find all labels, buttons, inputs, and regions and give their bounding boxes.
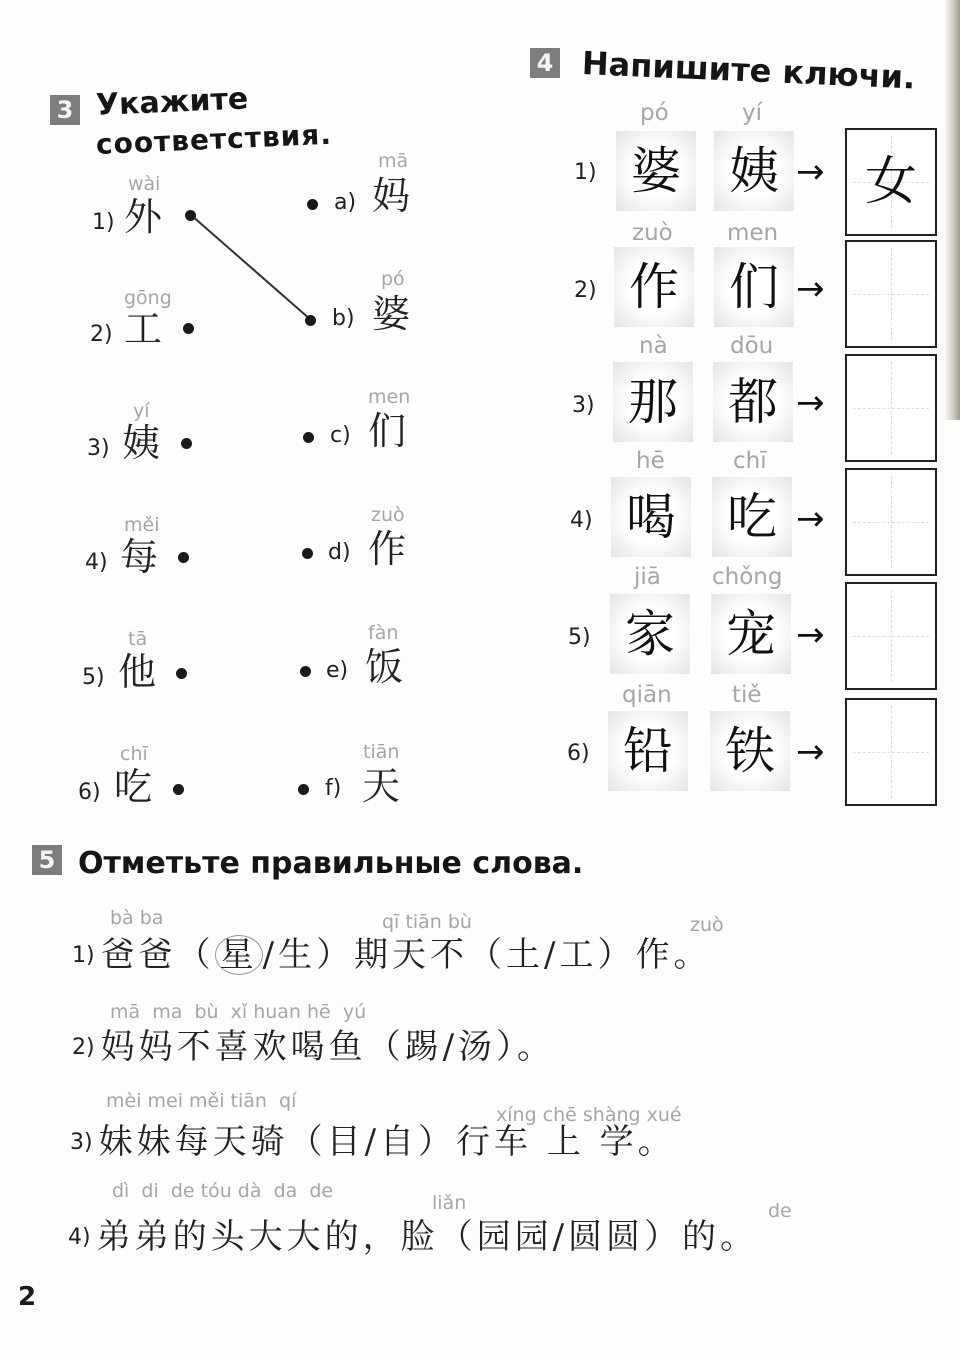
pinyin: zuò [690, 914, 724, 936]
item-number: 3) [87, 436, 110, 461]
item-letter: b) [332, 306, 355, 331]
item-number: 1) [574, 160, 597, 185]
pinyin: qiān [622, 682, 672, 708]
sentence-text[interactable] [70, 1122, 676, 1162]
hanzi-tile: 宠 [711, 594, 791, 674]
item-number: 4) [68, 1225, 91, 1250]
hanzi: 饭 [365, 645, 404, 689]
hanzi: 工 [124, 307, 163, 351]
pinyin: men [727, 220, 779, 246]
match-dot[interactable] [302, 548, 313, 559]
hanzi: 婆 [372, 292, 411, 336]
match-dot[interactable] [185, 210, 196, 221]
pinyin: hē [636, 448, 665, 474]
hanzi-tile: 们 [714, 247, 794, 327]
item-number: 3) [70, 1130, 93, 1155]
hanzi: 外 [124, 195, 163, 239]
pinyin: qī tiān bù [382, 911, 472, 933]
pinyin: zuò [371, 504, 405, 526]
hanzi-tile: 家 [610, 594, 690, 674]
pinyin: wài [128, 173, 161, 195]
item-number: 5) [82, 665, 105, 690]
match-dot[interactable] [176, 668, 187, 679]
pinyin: fàn [368, 622, 399, 644]
match-dot[interactable] [183, 323, 194, 334]
answer-box[interactable] [845, 354, 937, 462]
sentence-part: ）期天不（土/工）作。 [316, 935, 712, 975]
item-number: 4) [85, 550, 108, 575]
item-number: 6) [567, 741, 590, 766]
hanzi-tile: 喝 [611, 477, 691, 557]
pinyin: nà [639, 333, 668, 359]
choice-option[interactable]: 生 [278, 935, 317, 975]
pinyin: tā [128, 628, 148, 650]
item-number: 6) [78, 780, 101, 805]
page-number: 2 [18, 1282, 37, 1312]
hanzi-tile: 铅 [608, 711, 688, 791]
match-dot[interactable] [303, 432, 314, 443]
match-dot[interactable] [300, 666, 311, 677]
answer-box[interactable] [845, 240, 937, 348]
pinyin: dōu [730, 333, 774, 359]
section-3-badge: 3 [50, 95, 80, 125]
match-dot[interactable] [181, 438, 192, 449]
sentence-text[interactable] [72, 1027, 556, 1067]
arrow-icon: → [796, 383, 825, 423]
pinyin: jiā [634, 564, 661, 590]
pinyin: de [768, 1200, 792, 1222]
pinyin: bà ba [110, 907, 164, 929]
pinyin: dì di de tóu dà da de [112, 1180, 334, 1202]
sentence-part: 爸爸（ [100, 935, 215, 975]
item-number: 2) [574, 278, 597, 303]
pinyin: men [368, 386, 411, 408]
pinyin: chī [733, 448, 767, 474]
arrow-icon: → [796, 732, 825, 772]
arrow-icon: → [796, 152, 825, 192]
item-letter: e) [326, 658, 349, 683]
sentence-body: 妹妹每天骑（目/自）行车 上 学。 [98, 1122, 676, 1162]
pinyin: liǎn [432, 1192, 467, 1214]
answer-text: 女 [864, 152, 917, 212]
pinyin: yí [742, 100, 763, 126]
answer-box[interactable] [845, 698, 937, 806]
item-number: 3) [572, 393, 595, 418]
section-3-title-line1: Укажите [95, 81, 249, 123]
pinyin: pó [640, 100, 669, 126]
pinyin: pó [381, 268, 405, 290]
answer-box[interactable] [845, 468, 937, 576]
choice-option-selected[interactable]: 星 [215, 935, 263, 975]
hanzi-tile: 吃 [712, 477, 792, 557]
hanzi: 们 [368, 409, 407, 453]
hanzi: 每 [120, 535, 159, 579]
hanzi: 妈 [372, 174, 411, 218]
item-number: 5) [568, 625, 591, 650]
pinyin: chǒng [712, 564, 783, 590]
pinyin: yí [133, 400, 150, 422]
item-number: 2) [90, 322, 113, 347]
section-5-title: Отметьте правильные слова. [78, 846, 584, 881]
match-dot[interactable] [298, 784, 309, 795]
match-dot[interactable] [173, 784, 184, 795]
item-letter: d) [328, 540, 351, 565]
hanzi-tile: 作 [614, 247, 694, 327]
section-3-title-line2: соответствия. [95, 117, 333, 161]
match-dot[interactable] [178, 552, 189, 563]
sentence-body: 弟弟的头大大的，脸（园园/圆圆）的。 [96, 1217, 759, 1257]
pinyin: mā [378, 150, 409, 172]
sentence-text [72, 935, 712, 975]
hanzi-tile: 那 [613, 362, 693, 442]
arrow-icon: → [796, 499, 825, 539]
hanzi: 天 [362, 764, 401, 808]
pinyin: zuò [632, 220, 673, 246]
pinyin: tiān [363, 741, 400, 763]
section-5-badge: 5 [32, 845, 62, 875]
item-number: 1) [92, 210, 115, 235]
hanzi: 他 [118, 650, 157, 694]
section-4-badge: 4 [530, 48, 560, 78]
arrow-icon: → [796, 615, 825, 655]
pinyin: tiě [732, 682, 762, 708]
pinyin: mā ma bù xǐ huan hē yú [110, 1001, 367, 1023]
hanzi: 姨 [122, 421, 161, 465]
item-letter: a) [334, 190, 357, 215]
arrow-icon: → [796, 269, 825, 309]
match-dot[interactable] [305, 315, 316, 326]
hanzi-tile: 铁 [710, 711, 790, 791]
item-number: 2) [72, 1035, 95, 1060]
hanzi-tile: 姨 [714, 131, 794, 211]
sentence-text[interactable] [68, 1217, 759, 1257]
pinyin: chī [120, 743, 148, 765]
answer-box[interactable] [845, 582, 937, 690]
hanzi-tile: 都 [713, 362, 793, 442]
match-dot[interactable] [307, 199, 318, 210]
item-letter: c) [330, 423, 351, 448]
pinyin: xíng chē shàng xué [496, 1104, 682, 1126]
sentence-body: 妈妈不喜欢喝鱼（踢/汤）。 [100, 1027, 556, 1067]
pinyin: gōng [124, 287, 172, 309]
hanzi-tile: 婆 [616, 131, 696, 211]
section-4-title: Напишите ключи. [581, 44, 917, 97]
pinyin: mèi mei měi tiān qí [106, 1090, 297, 1112]
hanzi: 作 [368, 527, 407, 571]
hanzi: 吃 [114, 765, 153, 809]
item-letter: f) [325, 776, 342, 801]
pinyin: měi [124, 514, 160, 536]
separator: / [262, 935, 279, 975]
item-number: 4) [570, 508, 593, 533]
item-number: 1) [72, 943, 95, 968]
answer-box[interactable] [845, 128, 937, 236]
